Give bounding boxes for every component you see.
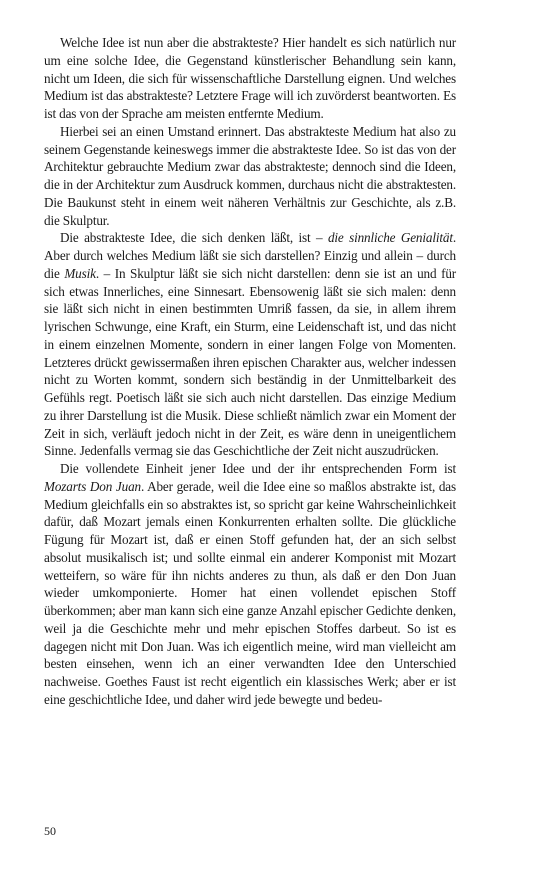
- body-text: [44, 34, 456, 709]
- page-number: 50: [44, 824, 56, 838]
- italic-run: Mozarts Don Juan: [44, 478, 141, 494]
- text-run: Hierbei sei an einen Umstand erinnert. Das abstrakteste Medium hat also zu seinem Gegenstande keineswegs immer die abstrakteste Idee. So ist das von der Architektur gebrauchte Medium zwar das abstrakteste; dennoch sind die Ideen, die in der Architektur zum Ausdruck kommen, durchaus nicht die abstraktesten. Die Baukunst steht in einem weit näheren Verhältnis zur Geschichte, als z.B. die Skulptur.: [44, 123, 456, 228]
- text-run: Die vollendete Einheit jener Idee und der ihr entsprechenden Form ist: [60, 461, 456, 476]
- text-run: . – In Skulptur läßt sie sich nicht darstellen: denn sie ist an und für sich etwas Innerliches, eine Sinnesart. Ebensowenig läßt sie sich malen: denn sie läßt sich nicht in einen bestimmten Umriß fassen, da sie, in allem ihrem lyrischen Schwunge, eine Kraft, ein Sturm, eine Leidenschaft ist, und das nicht in einem einzelnen Momente, sondern in einer langen Folge von Momenten. Letzteres drückt gewissermaßen ihren epischen Charakter aus, welcher indessen nicht zu Worten kommt, sondern sich beständig in der Unmittelbarkeit des Gefühls regt. Poetisch läßt sie sich auch nicht darstellen. Das einzige Medium zu ihrer Darstellung ist die Musik. Diese schließt nämlich zwar ein Moment der Zeit in sich, verläuft jedoch nicht in der Zeit, es wäre denn in uneigentlichem Sinne. Jedenfalls vermag sie das Geschichtliche der Zeit nicht auszudrücken.: [44, 265, 457, 459]
- text-run: Die abstrakteste Idee, die sich denken läßt, ist –: [60, 230, 328, 246]
- italic-run: Musik: [64, 265, 96, 281]
- paragraph-2: [44, 123, 456, 230]
- text-run: Welche Idee ist nun aber die abstrakteste? Hier handelt es sich natürlich nur um eine solche Idee, die Gegenstand künstlerischer Behandlung sein kann, nicht um Ideen, die sich für wissenschaftliche Darstellung eignen. Und welches Medium ist das abstrakteste? Letztere Frage will ich zuvörderst beantworten. Es ist das von der Sprache am meisten entfernte Medium.: [44, 35, 456, 121]
- paragraph-3: [44, 229, 456, 460]
- italic-run: die sinnliche Genialität: [327, 230, 453, 246]
- paragraph-1: [44, 34, 456, 123]
- text-run: . Aber durch welches Medium läßt sie sich darstellen? Einzig und allein – durch die: [44, 230, 456, 281]
- text-run: . Aber gerade, weil die Idee eine so maßlos abstrakte ist, das Medium gleichfalls ein so abstraktes ist, so spricht gar keine Wahrscheinlichkeit dafür, daß Mozart jemals einen Konkurrenten erhalten sollte. Die glückliche Fügung für Mozart ist, daß er einen Stoff gefunden hat, der an sich selbst absolut musikalisch ist; und sollte einmal ein anderer Komponist mit Mozart wetteifern, so wäre für ihn nichts anderes zu thun, als daß er den Don Juan wieder umkomponierte. Homer hat einen vollendet epischen Stoff überkommen; aber man kann sich eine ganze Anzahl epischer Gedichte denken, weil ja die Geschichte mehr und mehr epischen Stoffes darbeut. So ist es dagegen nicht mit Don Juan. Was ich eigentlich meine, wird man vielleicht am besten einsehen, wenn ich an einer verwandten Idee den Unterschied nachweise. Goethes Faust ist recht eigentlich ein klassisches Werk; aber er ist eine geschichtliche Idee, und daher wird jede bewegte und bedeu-: [44, 478, 456, 707]
- paragraph-4: [44, 460, 456, 709]
